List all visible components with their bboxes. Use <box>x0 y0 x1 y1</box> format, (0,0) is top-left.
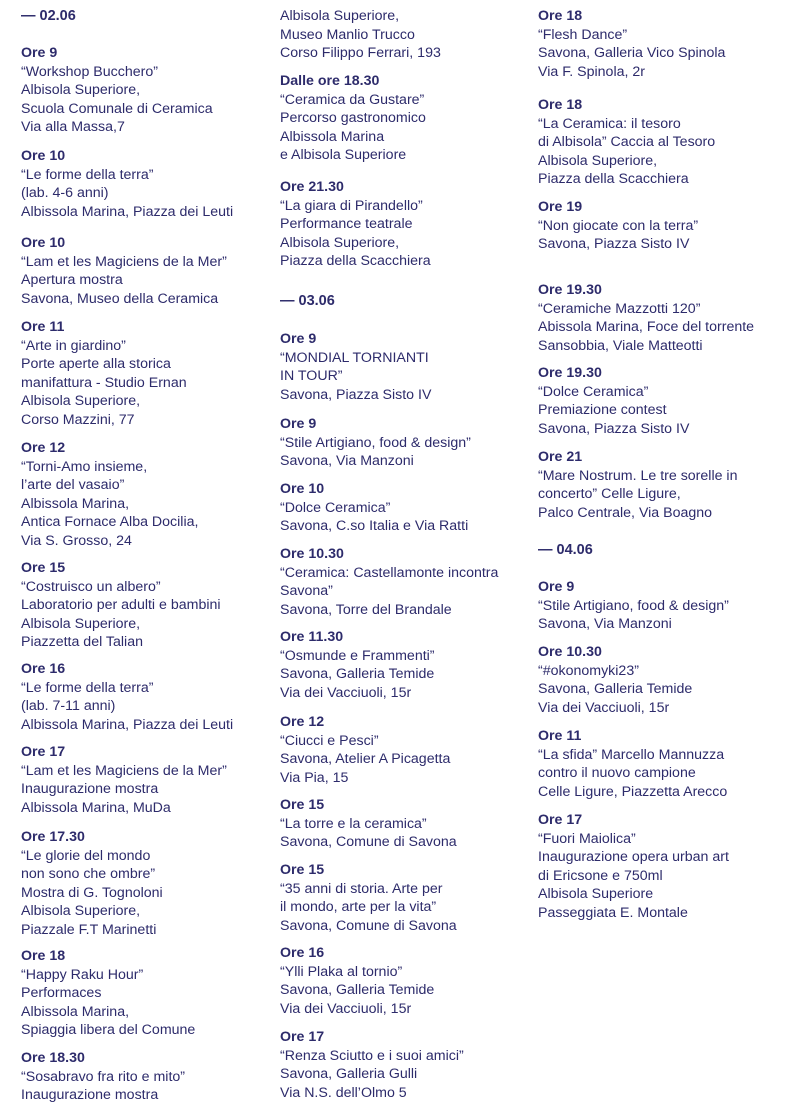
event-line: “La giara di Pirandello” <box>280 197 423 214</box>
event-line: Laboratorio per adulti e bambini <box>21 597 221 613</box>
event-time: Ore 11 <box>538 728 582 744</box>
event-line: “Ceramica: Castellamonte incontra <box>280 564 499 581</box>
event-line: “Le glorie del mondo <box>21 847 151 864</box>
date-heading: — 03.06 <box>280 293 335 309</box>
event-line: Albissola Marina <box>280 128 385 145</box>
event-item <box>280 545 498 619</box>
event-time: Ore 9 <box>21 45 58 61</box>
event-time: Ore 18 <box>538 8 583 24</box>
event-line: “Sosabravo fra rito e mito” <box>21 1068 186 1085</box>
event-item <box>21 660 233 734</box>
event-line: “Flesh Dance” <box>538 26 628 43</box>
date-heading: — 04.06 <box>538 542 593 558</box>
event-item <box>280 861 457 935</box>
date-heading: — 02.06 <box>21 8 76 24</box>
event-time: Ore 15 <box>280 797 325 813</box>
event-item <box>21 44 213 137</box>
event-line: Inaugurazione mostra <box>21 1087 159 1103</box>
event-line: Via Pia, 15 <box>280 769 349 786</box>
event-line: “35 anni di storia. Arte per <box>280 880 443 897</box>
event-line: Percorso gastronomico <box>280 110 426 126</box>
event-line: “Ceramica da Gustare” <box>280 91 425 108</box>
event-line: Albisola Superiore, <box>21 903 141 919</box>
event-line: Savona, Piazza Sisto IV <box>280 386 432 403</box>
event-line: Albisola Superiore, <box>538 152 658 169</box>
event-line: Savona, Comune di Savona <box>280 834 457 850</box>
event-line: Savona, Comune di Savona <box>280 917 457 934</box>
event-time: Ore 15 <box>280 862 325 878</box>
event-line: Via dei Vacciuoli, 15r <box>280 684 412 701</box>
event-item <box>538 198 698 254</box>
event-line: e Albisola Superiore <box>280 147 407 163</box>
event-time: Ore 21.30 <box>280 179 344 195</box>
event-time: Ore 19.30 <box>538 365 602 381</box>
event-line: contro il nuovo campione <box>538 765 696 781</box>
event-time: Ore 16 <box>280 945 325 961</box>
event-line: Passeggiata E. Montale <box>538 904 688 921</box>
event-line: “La torre e la ceramica” <box>280 815 427 832</box>
event-line: “Mare Nostrum. Le tre sorelle in <box>538 467 738 484</box>
event-item <box>280 415 471 471</box>
event-line: Museo Manlio Trucco <box>280 26 415 43</box>
event-continuation <box>280 7 441 63</box>
event-item <box>538 364 689 438</box>
event-line: Piazza della Scacchiera <box>538 171 689 187</box>
event-time: Ore 10 <box>280 481 325 497</box>
event-line: (lab. 7-11 anni) <box>21 698 116 714</box>
event-line: manifattura - Studio Ernan <box>21 374 187 391</box>
event-line: “Lam et les Magiciens de la Mer” <box>21 762 227 779</box>
event-line: “Ciucci e Pesci” <box>280 732 379 749</box>
event-time: Ore 17 <box>21 744 66 760</box>
event-time: Ore 9 <box>280 331 317 347</box>
event-line: Savona, Via Manzoni <box>538 616 672 632</box>
event-item <box>280 330 431 404</box>
event-item <box>538 281 754 355</box>
event-line: Via dei Vacciuoli, 15r <box>280 1000 412 1017</box>
event-line: “MONDIAL TORNIANTI <box>280 349 429 366</box>
event-line: “Lam et les Magiciens de la Mer” <box>21 253 227 270</box>
event-line: Via N.S. dell’Olmo 5 <box>280 1084 407 1101</box>
event-line: Savona, Galleria Temide <box>280 666 435 682</box>
event-line: “Costruisco un albero” <box>21 578 161 595</box>
event-line: Albisola Superiore, <box>280 234 400 251</box>
event-time: Ore 17 <box>538 812 583 828</box>
event-item <box>280 72 426 165</box>
event-line: Piazzale F.T Marinetti <box>21 921 157 938</box>
event-line: “Non giocate con la terra” <box>538 217 699 234</box>
event-line: Albissola Marina, <box>21 1003 130 1020</box>
event-item <box>538 96 715 189</box>
event-time: Ore 18.30 <box>21 1050 85 1066</box>
event-item <box>21 318 187 429</box>
event-line: l’arte del vasaio” <box>21 477 125 493</box>
event-item <box>280 1028 464 1102</box>
event-line: Savona, Galleria Vico Spinola <box>538 45 726 61</box>
event-time: Ore 10.30 <box>538 644 602 660</box>
event-item <box>21 147 233 221</box>
event-line: “Le forme della terra” <box>21 166 154 183</box>
event-line: Savona, Galleria Temide <box>538 681 693 697</box>
event-line: Albisola Superiore <box>538 886 654 902</box>
event-item <box>538 811 729 922</box>
event-time: Ore 16 <box>21 661 66 677</box>
event-line: “La sfida” Marcello Mannuzza <box>538 746 725 763</box>
event-line: Antica Fornace Alba Docilia, <box>21 514 199 530</box>
event-line: Palco Centrale, Via Boagno <box>538 504 713 521</box>
event-line: Via dei Vacciuoli, 15r <box>538 699 670 716</box>
event-line: “Osmunde e Frammenti” <box>280 647 435 664</box>
event-line: “Dolce Ceramica” <box>280 499 391 516</box>
event-item <box>538 7 725 81</box>
event-line: il mondo, arte per la vita” <box>280 899 437 915</box>
event-time: Ore 10 <box>21 235 66 251</box>
event-line: “Stile Artigiano, food & design” <box>280 434 471 451</box>
event-line: Albissola Marina, Piazza dei Leuti <box>21 716 234 733</box>
event-item <box>538 578 729 634</box>
event-item <box>21 439 198 550</box>
event-time: Ore 12 <box>280 714 325 730</box>
event-line: “Happy Raku Hour” <box>21 966 144 983</box>
event-item <box>280 944 434 1018</box>
event-line: Via alla Massa,7 <box>21 119 125 135</box>
event-line: Performaces <box>21 985 102 1001</box>
event-time: Ore 21 <box>538 449 583 465</box>
event-line: IN TOUR” <box>280 368 343 384</box>
event-item <box>280 713 450 787</box>
event-item <box>280 628 435 702</box>
event-time: Ore 9 <box>538 579 575 595</box>
event-line: Spiaggia libera del Comune <box>21 1022 196 1038</box>
event-time: Ore 9 <box>280 416 317 432</box>
event-item <box>538 727 727 801</box>
event-line: Piazza della Scacchiera <box>280 253 431 269</box>
event-line: concerto” Celle Ligure, <box>538 486 681 502</box>
event-time: Ore 11.30 <box>280 629 344 645</box>
event-line: “Renza Sciutto e i suoi amici” <box>280 1047 464 1064</box>
event-line: Piazzetta del Talian <box>21 634 143 650</box>
event-time: Dalle ore 18.30 <box>280 73 380 89</box>
event-line: di Albisola” Caccia al Tesoro <box>538 134 716 150</box>
event-item <box>21 828 163 939</box>
event-line: “Stile Artigiano, food & design” <box>538 597 729 614</box>
event-line: Corso Filippo Ferrari, 193 <box>280 45 441 61</box>
event-line: Albisola Superiore, <box>21 393 141 409</box>
event-line: Via F. Spinola, 2r <box>538 63 645 80</box>
event-line: Savona, Galleria Temide <box>280 982 435 998</box>
event-item <box>538 643 692 717</box>
event-line: “Torni-Amo insieme, <box>21 458 148 475</box>
event-line: “Ceramiche Mazzotti 120” <box>538 300 701 317</box>
event-time: Ore 10.30 <box>280 546 344 562</box>
event-item <box>280 796 457 852</box>
event-line: Inaugurazione mostra <box>21 781 159 797</box>
event-line: “Arte in giardino” <box>21 337 126 354</box>
event-item <box>280 480 468 536</box>
event-line: Mostra di G. Tognoloni <box>21 884 163 901</box>
event-time: Ore 17 <box>280 1029 325 1045</box>
event-line: (lab. 4-6 anni) <box>21 185 109 201</box>
event-line: “Le forme della terra” <box>21 679 154 696</box>
event-time: Ore 17.30 <box>21 829 85 845</box>
event-line: Albissola Marina, Piazza dei Leuti <box>21 203 234 220</box>
event-line: “La Ceramica: il tesoro <box>538 115 681 132</box>
event-line: Savona, Atelier A Picagetta <box>280 751 451 767</box>
event-line: “Workshop Bucchero” <box>21 63 158 80</box>
event-line: non sono che ombre” <box>21 866 156 882</box>
event-line: Savona, C.so Italia e Via Ratti <box>280 518 469 534</box>
event-line: Corso Mazzini, 77 <box>21 411 135 428</box>
event-time: Ore 12 <box>21 440 66 456</box>
event-item <box>280 178 431 271</box>
event-line: Apertura mostra <box>21 272 123 288</box>
event-time: Ore 10 <box>21 148 66 164</box>
event-item <box>21 1049 185 1105</box>
event-line: Savona, Galleria Gulli <box>280 1066 418 1082</box>
event-line: Savona, Via Manzoni <box>280 453 414 469</box>
event-line: Scuola Comunale di Ceramica <box>21 100 213 117</box>
event-line: Performance teatrale <box>280 216 413 232</box>
event-line: di Ericsone e 750ml <box>538 867 663 884</box>
event-time: Ore 18 <box>538 97 583 113</box>
event-time: Ore 19 <box>538 199 583 215</box>
event-time: Ore 15 <box>21 560 66 576</box>
event-line: Albisola Superiore, <box>21 82 141 98</box>
event-line: Albissola Marina, <box>21 495 130 512</box>
event-line: “Dolce Ceramica” <box>538 383 649 400</box>
event-item <box>21 559 221 652</box>
event-item <box>538 448 737 522</box>
event-line: Via S. Grosso, 24 <box>21 532 132 549</box>
event-line: “Ylli Plaka al tornio” <box>280 963 403 980</box>
event-line: Inaugurazione opera urban art <box>538 849 729 865</box>
event-line: Celle Ligure, Piazzetta Arecco <box>538 783 728 800</box>
event-item <box>21 743 227 817</box>
event-line: Sansobbia, Viale Matteotti <box>538 337 703 354</box>
event-line: Porte aperte alla storica <box>21 356 171 372</box>
event-line: Savona, Museo della Ceramica <box>21 290 219 307</box>
event-line: Albisola Superiore, <box>21 615 141 632</box>
event-line: Albisola Superiore, <box>280 8 400 24</box>
event-line: Premiazione contest <box>538 402 667 418</box>
event-line: Savona” <box>280 583 333 599</box>
event-item <box>21 234 227 308</box>
event-line: Abissola Marina, Foce del torrente <box>538 319 755 335</box>
event-line: “#okonomyki23” <box>538 662 639 679</box>
event-time: Ore 18 <box>21 948 66 964</box>
event-line: Albissola Marina, MuDa <box>21 799 171 816</box>
event-line: Savona, Torre del Brandale <box>280 601 452 618</box>
event-line: Savona, Piazza Sisto IV <box>538 236 690 252</box>
event-time: Ore 19.30 <box>538 282 602 298</box>
event-line: Savona, Piazza Sisto IV <box>538 420 690 437</box>
event-time: Ore 11 <box>21 319 65 335</box>
event-item <box>21 947 195 1040</box>
event-line: “Fuori Maiolica” <box>538 830 636 847</box>
